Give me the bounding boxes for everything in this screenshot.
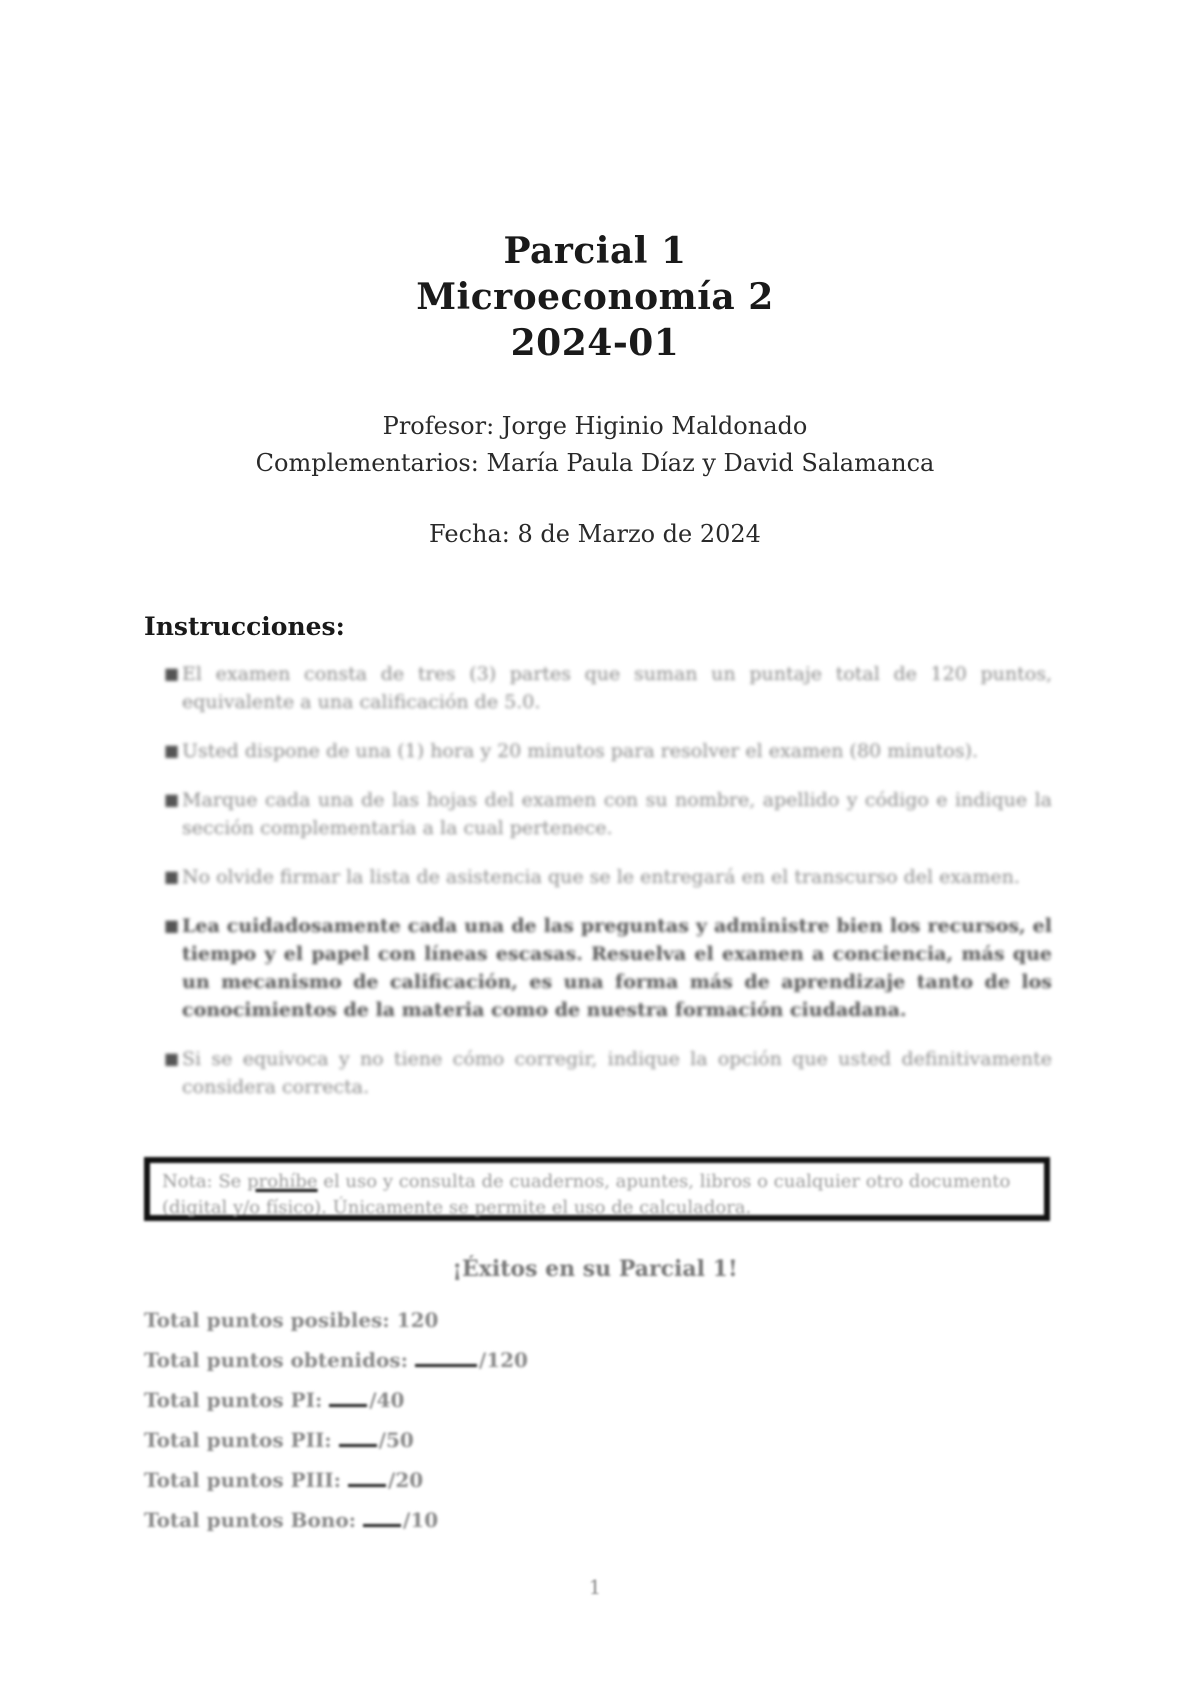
course-name: Microeconomía 2 bbox=[416, 276, 774, 318]
page-number: 1 bbox=[588, 1575, 602, 1599]
professor: Profesor: Jorge Higinio Maldonado bbox=[382, 412, 808, 440]
bullet-icon: ■ bbox=[164, 664, 180, 683]
authors bbox=[0, 408, 1190, 482]
list-item: ■ Usted dispone de una (1) hora y 20 minutos para resolver el examen (80 minutos). bbox=[182, 737, 1052, 765]
points-summary bbox=[144, 1300, 528, 1540]
instructions-list bbox=[164, 660, 1052, 1122]
score-blank bbox=[339, 1422, 377, 1447]
note-box: Nota: Se prohíbe el uso y consulta de cuadernos, apuntes, libros o cualquier otro documento (digital y/o físico). Únicamente se permite el uso de calculadora. bbox=[144, 1157, 1050, 1221]
list-item: ■ Marque cada una de las hojas del examen con su nombre, apellido y código e indique la sección complementaria a la cual pertenece. bbox=[182, 786, 1052, 842]
prohibited-word: prohíbe bbox=[247, 1171, 318, 1192]
points-row-bono: Total puntos Bono: /10 bbox=[144, 1500, 528, 1540]
score-blank bbox=[363, 1502, 401, 1527]
good-luck-message: ¡Éxitos en su Parcial 1! bbox=[452, 1256, 738, 1282]
title-block bbox=[0, 228, 1190, 366]
points-row-pii: Total puntos PII: /50 bbox=[144, 1420, 528, 1460]
bullet-icon: ■ bbox=[164, 1049, 180, 1068]
bullet-icon: ■ bbox=[164, 741, 180, 760]
complementary-instructors: Complementarios: María Paula Díaz y David Salamanca bbox=[255, 449, 935, 477]
list-item: ■ Lea cuidadosamente cada una de las preguntas y administre bien los recursos, el tiempo y el papel con líneas escasas. Resuelva el examen a conciencia, más que un mecanismo de calificación, es una forma más de aprendizaje tanto de los conocimientos de la materia como de nuestra formación ciudadana. bbox=[182, 912, 1052, 1024]
list-item: ■ Si se equivoca y no tiene cómo corregir, indique la opción que usted definitivamente considera correcta. bbox=[182, 1045, 1052, 1101]
score-blank bbox=[348, 1462, 386, 1487]
list-item: ■ No olvide firmar la lista de asistencia que se le entregará en el transcurso del examen. bbox=[182, 863, 1052, 891]
points-row-piii: Total puntos PIII: /20 bbox=[144, 1460, 528, 1500]
bullet-icon: ■ bbox=[164, 916, 180, 935]
exam-title: Parcial 1 bbox=[503, 230, 687, 272]
score-blank bbox=[415, 1342, 477, 1367]
bullet-icon: ■ bbox=[164, 790, 180, 809]
semester: 2024-01 bbox=[510, 322, 680, 364]
exam-date: Fecha: 8 de Marzo de 2024 bbox=[429, 520, 761, 548]
points-row-possible: Total puntos posibles: 120 bbox=[144, 1308, 439, 1332]
instructions-heading: Instrucciones: bbox=[144, 612, 345, 641]
score-blank bbox=[329, 1382, 367, 1407]
bullet-icon: ■ bbox=[164, 867, 180, 886]
points-row-obtained: Total puntos obtenidos: /120 bbox=[144, 1340, 528, 1380]
list-item: ■ El examen consta de tres (3) partes que suman un puntaje total de 120 puntos, equivalente a una calificación de 5.0. bbox=[182, 660, 1052, 716]
points-row-pi: Total puntos PI: /40 bbox=[144, 1380, 528, 1420]
